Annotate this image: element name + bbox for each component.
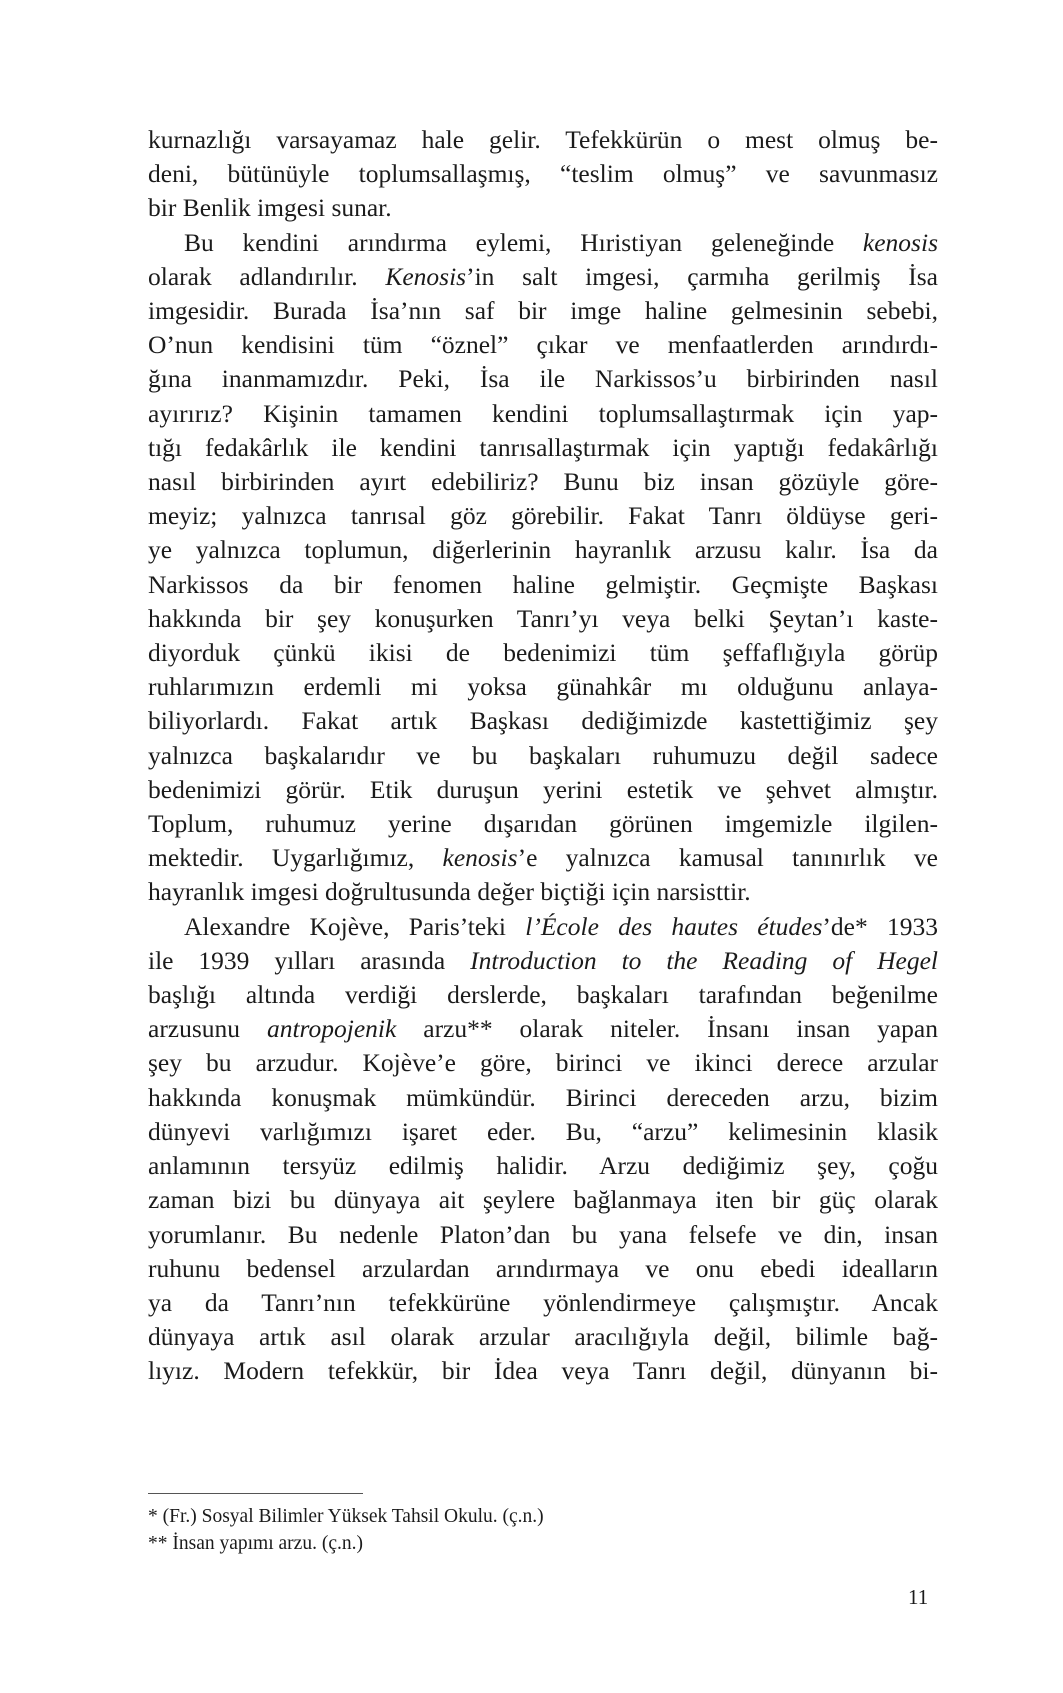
text-segment: bedenimizi görür. Etik duruşun yerini estetik ve şehvet almıştır. — [148, 774, 938, 804]
text-segment: diyorduk çünkü ikisi de bedenimizi tüm şeffaflığıyla görüp — [148, 638, 938, 668]
text-segment: yorumlanır. Bu nedenle Platon’dan bu yana felsefe ve din, insan — [148, 1219, 938, 1249]
text-segment: ruhunu bedensel arzulardan arındırmaya ve onu ebedi idealların — [148, 1253, 938, 1283]
text-segment: başlığı altında verdiği derslerde, başkaları tarafından beğenilme — [148, 980, 938, 1010]
text-segment: ile 1939 yılları arasında — [148, 945, 471, 975]
text-segment: ’de* 1933 — [822, 911, 938, 941]
text-segment: lıyız. Modern tefekkür, bir İdea veya Tanrı değil, dünyanın bi- — [148, 1356, 938, 1386]
text-segment: deni, bütünüyle toplumsallaşmış, “teslim olmuş” ve savunmasız — [148, 159, 938, 189]
text-line — [148, 944, 938, 978]
text-segment: dünyaya artık asıl olarak arzular aracılığıyla değil, bilimle bağ- — [148, 1322, 938, 1352]
body-text — [148, 123, 938, 1389]
text-line — [148, 499, 938, 533]
text-line — [148, 431, 938, 465]
text-segment: Alexandre Kojève, Paris’teki — [184, 911, 526, 941]
text-line — [148, 739, 938, 773]
text-segment: ’e yalnızca kamusal tanınırlık ve — [517, 843, 938, 873]
text-line — [148, 157, 938, 191]
italic-term: kenosis — [862, 227, 938, 257]
text-segment: hakkında konuşmak mümkündür. Birinci dereceden arzu, bizim — [148, 1082, 938, 1112]
text-line — [148, 1046, 938, 1080]
text-line — [148, 465, 938, 499]
text-segment: bir Benlik imgesi sunar. — [148, 193, 392, 223]
text-line — [148, 362, 938, 396]
text-line — [148, 191, 938, 225]
text-line — [148, 910, 938, 944]
text-line — [148, 978, 938, 1012]
text-segment: mektedir. Uygarlığımız, — [148, 843, 443, 873]
text-line — [148, 636, 938, 670]
text-segment: şey bu arzudur. Kojève’e göre, birinci ve ikinci derece arzular — [148, 1048, 938, 1078]
text-line — [148, 1183, 938, 1217]
italic-term: kenosis — [442, 843, 518, 873]
text-segment: ye yalnızca toplumun, diğerlerinin hayranlık arzusu kalır. İsa da — [148, 535, 938, 565]
text-line — [148, 397, 938, 431]
text-segment: kurnazlığı varsayamaz hale gelir. Tefekkürün o mest olmuş be- — [148, 125, 938, 154]
text-line — [148, 841, 938, 875]
text-segment: Toplum, ruhumuz yerine dışarıdan görünen imgemizle ilgilen- — [148, 809, 938, 839]
text-line — [148, 328, 938, 362]
text-segment: meyiz; yalnızca tanrısal göz görebilir. Fakat Tanrı öldüyse geri- — [148, 501, 938, 531]
footnotes — [148, 1503, 544, 1557]
text-line — [148, 294, 938, 328]
text-segment: O’nun kendisini tüm “öznel” çıkar ve menfaatlerden arındırdı- — [148, 330, 938, 360]
text-line — [148, 1115, 938, 1149]
body-paragraphs — [148, 123, 938, 1389]
text-segment: ruhlarımızın erdemli mi yoksa günahkâr mı olduğunu anlaya- — [148, 672, 938, 702]
text-segment: zaman bizi bu dünyaya ait şeylere bağlanmaya iten bir güç olarak — [148, 1185, 938, 1215]
footnote-1: * (Fr.) Sosyal Bilimler Yüksek Tahsil Okulu. (ç.n.) — [148, 1506, 544, 1527]
text-line — [148, 1218, 938, 1252]
italic-term: Kenosis — [385, 261, 467, 291]
text-line — [148, 1354, 938, 1388]
text-line — [148, 1320, 938, 1354]
text-segment: ayırırız? Kişinin tamamen kendini toplumsallaştırmak için yap- — [148, 398, 938, 428]
text-segment: anlamının tersyüz edilmiş halidir. Arzu dediğimiz şey, çoğu — [148, 1151, 938, 1181]
text-segment: arzu** olarak niteler. İnsanı insan yapan — [396, 1014, 938, 1044]
text-segment: yalnızca başkalarıdır ve bu başkaları ruhumuzu değil sadece — [148, 740, 938, 770]
text-line — [148, 1081, 938, 1115]
text-line — [148, 226, 938, 260]
text-segment: nasıl birbirinden ayırt edebiliriz? Bunu biz insan gözüyle göre- — [148, 467, 938, 497]
text-line — [148, 670, 938, 704]
text-segment: hakkında bir şey konuşurken Tanrı’yı veya belki Şeytan’ı kaste- — [148, 603, 938, 633]
text-segment: ’in salt imgesi, çarmıha gerilmiş İsa — [466, 261, 938, 291]
text-line — [148, 602, 938, 636]
text-line — [148, 1286, 938, 1320]
text-line — [148, 807, 938, 841]
page-number: 11 — [908, 1585, 929, 1609]
italic-term: antropojenik — [266, 1014, 397, 1044]
text-segment: arzusunu — [148, 1014, 267, 1044]
text-line — [148, 704, 938, 738]
text-segment: tığı fedakârlık ile kendini tanrısallaştırmak için yaptığı fedakârlığı — [148, 432, 938, 462]
footnote-2: ** İnsan yapımı arzu. (ç.n.) — [148, 1533, 363, 1554]
text-line — [148, 875, 938, 909]
text-line — [148, 260, 938, 294]
text-segment: olarak adlandırılır. — [148, 261, 386, 291]
text-segment: ğına inanmamızdır. Peki, İsa ile Narkissos’u birbirinden nasıl — [148, 364, 938, 394]
text-line — [148, 1252, 938, 1286]
italic-term: Introduction to the Reading of Hegel — [470, 945, 939, 975]
text-line — [148, 1149, 938, 1183]
text-line — [148, 1012, 938, 1046]
text-segment: hayranlık imgesi doğrultusunda değer biçtiği için narsisttir. — [148, 877, 751, 907]
text-segment: Bu kendini arındırma eylemi, Hıristiyan geleneğinde — [184, 227, 863, 257]
text-line — [148, 773, 938, 807]
text-segment: ya da Tanrı’nın tefekkürüne yönlendirmeye çalışmıştır. Ancak — [148, 1287, 938, 1317]
text-segment: biliyorlardı. Fakat artık Başkası dediğimizde kastettiğimiz şey — [148, 706, 938, 736]
footnote-separator — [148, 1493, 363, 1494]
text-line — [148, 533, 938, 567]
text-segment: imgesidir. Burada İsa’nın saf bir imge haline gelmesinin sebebi, — [148, 296, 938, 326]
text-line — [148, 568, 938, 602]
italic-term: l’École des hautes études — [525, 911, 823, 941]
text-segment: dünyevi varlığımızı işaret eder. Bu, “arzu” kelimesinin klasik — [148, 1116, 938, 1146]
text-line — [148, 123, 938, 157]
text-segment: Narkissos da bir fenomen haline gelmiştir. Geçmişte Başkası — [148, 569, 938, 599]
